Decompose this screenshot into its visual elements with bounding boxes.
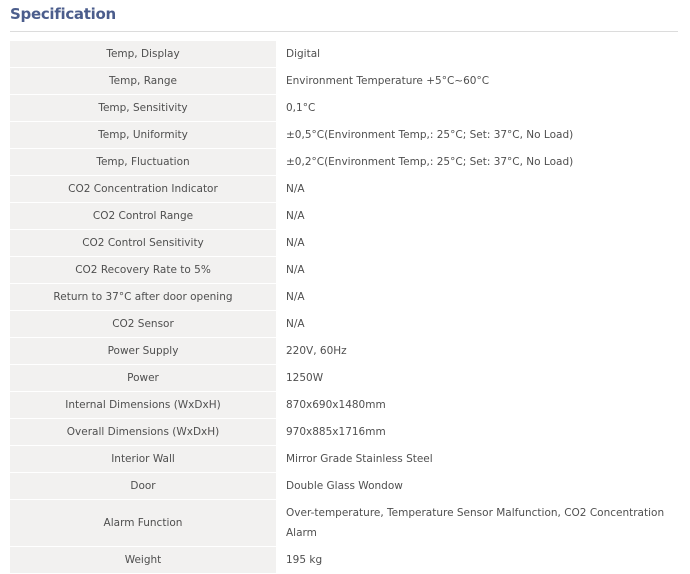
spec-label: Temp, Display [10, 41, 276, 67]
spec-label: Temp, Sensitivity [10, 95, 276, 121]
spec-row [10, 419, 677, 445]
section-title: Specification [10, 5, 116, 23]
spec-label: CO2 Control Range [10, 203, 276, 229]
spec-label: Return to 37°C after door opening [10, 284, 276, 310]
spec-value: ±0,5°C(Environment Temp,: 25°C; Set: 37°C, No Load) [276, 122, 677, 148]
spec-row [10, 392, 677, 418]
spec-value: ±0,2°C(Environment Temp,: 25°C; Set: 37°C, No Load) [276, 149, 677, 175]
spec-value: N/A [276, 284, 677, 310]
spec-value: 220V, 60Hz [276, 338, 677, 364]
spec-label: Alarm Function [10, 500, 276, 546]
spec-row [10, 149, 677, 175]
spec-value: Digital [276, 41, 677, 67]
spec-label: Power Supply [10, 338, 276, 364]
spec-row [10, 338, 677, 364]
spec-label: Temp, Range [10, 68, 276, 94]
spec-value: N/A [276, 203, 677, 229]
spec-row [10, 41, 677, 67]
spec-label: CO2 Sensor [10, 311, 276, 337]
spec-row [10, 95, 677, 121]
spec-label: Interior Wall [10, 446, 276, 472]
spec-value: 970x885x1716mm [276, 419, 677, 445]
spec-row [10, 68, 677, 94]
spec-table [10, 40, 677, 574]
spec-row [10, 284, 677, 310]
spec-value: Double Glass Wondow [276, 473, 677, 499]
spec-row [10, 473, 677, 499]
spec-row [10, 230, 677, 256]
spec-row [10, 122, 677, 148]
spec-label: CO2 Recovery Rate to 5% [10, 257, 276, 283]
spec-label: Temp, Fluctuation [10, 149, 276, 175]
spec-value: N/A [276, 311, 677, 337]
spec-row [10, 500, 677, 546]
title-divider [10, 31, 678, 32]
spec-row [10, 176, 677, 202]
spec-value: N/A [276, 230, 677, 256]
spec-label: CO2 Concentration Indicator [10, 176, 276, 202]
spec-label: Overall Dimensions (WxDxH) [10, 419, 276, 445]
spec-label: CO2 Control Sensitivity [10, 230, 276, 256]
spec-row [10, 257, 677, 283]
spec-row [10, 311, 677, 337]
spec-row [10, 365, 677, 391]
spec-value: 0,1°C [276, 95, 677, 121]
spec-row [10, 446, 677, 472]
spec-value: N/A [276, 176, 677, 202]
spec-value: Mirror Grade Stainless Steel [276, 446, 677, 472]
spec-row [10, 547, 677, 573]
spec-label: Door [10, 473, 276, 499]
spec-value: Over-temperature, Temperature Sensor Malfunction, CO2 Concentration Alarm [276, 500, 677, 546]
spec-label: Power [10, 365, 276, 391]
spec-label: Internal Dimensions (WxDxH) [10, 392, 276, 418]
spec-value: 195 kg [276, 547, 677, 573]
spec-label: Weight [10, 547, 276, 573]
spec-value: 1250W [276, 365, 677, 391]
spec-value: 870x690x1480mm [276, 392, 677, 418]
spec-value: N/A [276, 257, 677, 283]
spec-value: Environment Temperature +5°C~60°C [276, 68, 677, 94]
spec-label: Temp, Uniformity [10, 122, 276, 148]
spec-row [10, 203, 677, 229]
